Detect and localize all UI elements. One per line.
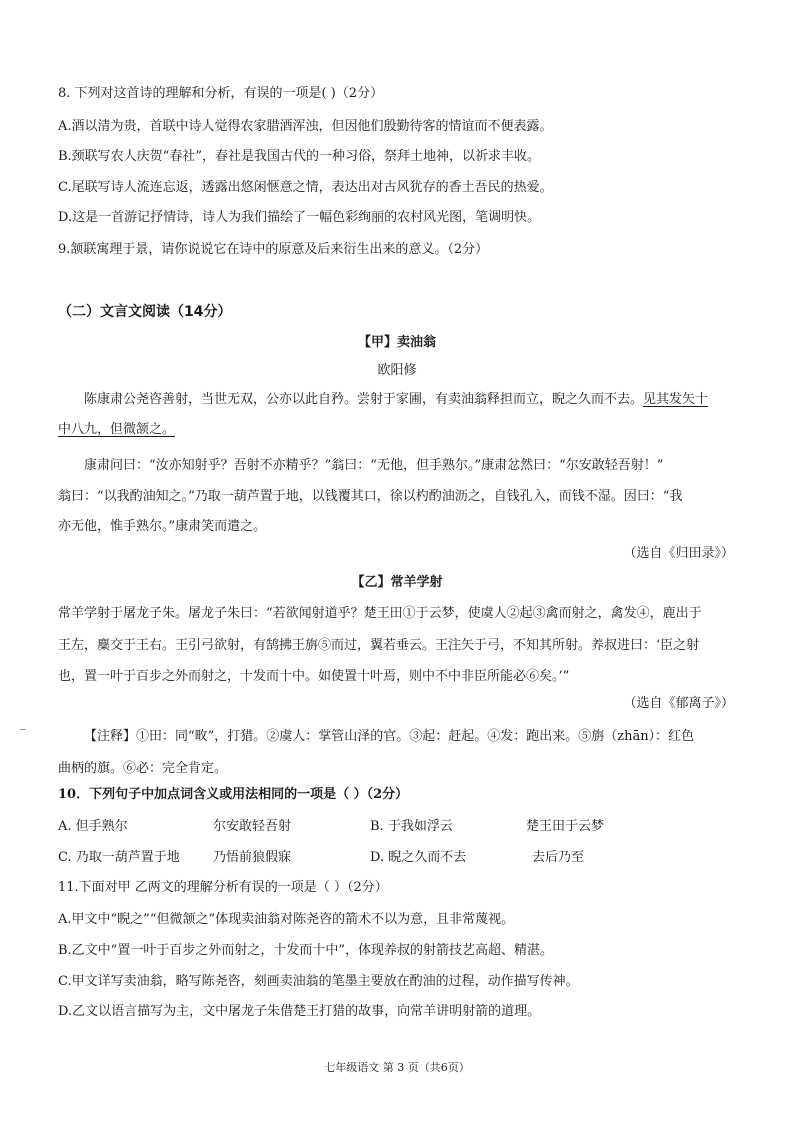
passage-b-line3: 也，置一叶于百步之外而射之，十发而十中。如使置十叶焉，则中不中非臣所能必⑥矣。’” <box>58 669 570 684</box>
passage-b-source: （选自《郁离子》） <box>623 696 734 711</box>
q10-option-a-2: 尔安敢轻吾射 <box>213 819 292 834</box>
q8-stem: 8. 下列对这首诗的理解和分析，有误的一项是( )（2分） <box>58 86 384 101</box>
q10-option-a-1: A. 但手熟尔 <box>58 819 128 834</box>
passage-b-line2: 王左，麋交于王右。王引弓欲射，有鹄拂王旃⑤而过，翼若垂云。王注矢于弓，不知其所射。养叔进曰：‘臣之射 <box>58 638 700 653</box>
q10-option-c-2: 乃悟前狼假寐 <box>213 850 292 865</box>
passage-a-p2-line1: 康肃问曰：“汝亦知射乎？吾射不亦精乎？”翁曰：“无他，但手熟尔。”康肃忿然曰：“尔安敢轻吾射！” <box>84 458 664 473</box>
section-title: （二）文言文阅读（14分） <box>58 304 232 320</box>
q11-option-b: B.乙文中“置一叶于百步之外而射之，十发而十中”，体现养叔的射箭技艺高超、精湛。 <box>58 943 553 958</box>
notes-line2: 曲柄的旗。⑥必：完全肯定。 <box>58 761 228 776</box>
q11-stem: 11.下面对甲 乙两文的理解分析有误的一项是（ ）（2分） <box>58 880 388 895</box>
margin-mark <box>20 729 26 730</box>
passage-a-p2-line2: 翁曰：“以我酌油知之。”乃取一葫芦置于地，以钱覆其口，徐以杓酌油沥之，自钱孔入，而钱不湿。因曰：“我 <box>58 489 683 504</box>
page-footer: 七年级语文 第 3 页（共6页） <box>324 1061 470 1074</box>
q10-option-b-2: 楚王田于云梦 <box>526 819 605 834</box>
q11-option-a: A.甲文中“睨之”“但微颔之”体现卖油翁对陈尧咨的箭术不以为意，且非常蔑视。 <box>58 912 515 927</box>
passage-a-p1-text: 陈康肃公尧咨善射，当世无双，公亦以此自矜。尝射于家圃，有卖油翁释担而立，睨之久而不去。 <box>84 392 644 407</box>
q8-option-c: C.尾联写诗人流连忘返，透露出悠闲惬意之情，表达出对古风犹存的香土吾民的热爱。 <box>58 180 553 195</box>
q10-option-c-1: C. 乃取一葫芦置于地 <box>58 850 180 865</box>
passage-a-underlined-sentence-start: 见其发矢十 <box>643 392 709 407</box>
q11-option-d: D.乙文以语言描写为主，文中屠龙子朱借楚王打猎的故事，向常羊讲明射箭的道理。 <box>58 1004 541 1019</box>
q8-option-d: D.这是一首游记抒情诗，诗人为我们描绘了一幅色彩绚丽的农村风光图，笔调明快。 <box>58 210 541 225</box>
q10-option-b-1: B. 于我如浮云 <box>370 819 453 834</box>
passage-a-p2-line3: 亦无他，惟手熟尔。”康肃笑而遣之。 <box>58 519 267 534</box>
passage-b-heading: 【乙】常羊学射 <box>351 575 443 590</box>
q8-option-b: B.颈联写农人庆贺“春社”，春社是我国古代的一种习俗，祭拜土地神，以祈求丰收。 <box>58 149 540 164</box>
q8-option-a: A.酒以清为贵，首联中诗人觉得农家腊酒浑浊，但因他们殷勤待客的情谊而不便表露。 <box>58 119 553 134</box>
notes-line1: 【注释】①田：同“畋”，打猎。②虞人：掌管山泽的官。③起：赶起。④发：跑出来。⑤旃（zhān）：红色 <box>84 729 695 744</box>
passage-a-heading: 【甲】卖油翁 <box>357 335 436 350</box>
passage-a-p1-line2: 中八九，但微颔之。 <box>58 422 176 437</box>
passage-b-line1: 常羊学射于屠龙子朱。屠龙子朱曰：“若欲闻射道乎？楚王田①于云梦，使虞人②起③禽而射之，禽发④，鹿出于 <box>58 606 702 621</box>
q10-option-d-1: D. 睨之久而不去 <box>370 850 467 865</box>
passage-a-p1-line1 <box>84 390 708 410</box>
q11-option-c: C.甲文详写卖油翁，略写陈尧咨，刻画卖油翁的笔墨主要放在酌油的过程，动作描写传神。 <box>58 974 579 989</box>
passage-a-author: 欧阳修 <box>377 363 417 378</box>
q10-stem: 10．下列句子中加点词含义或用法相同的一项是（ ）（2分） <box>58 787 409 802</box>
q10-option-d-2: 去后乃至 <box>532 850 585 865</box>
q9-stem: 9.颔联寓理于景，请你说说它在诗中的原意及后来衍生出来的意义。（2分） <box>58 242 489 257</box>
passage-a-source: （选自《归田录》） <box>623 546 734 561</box>
